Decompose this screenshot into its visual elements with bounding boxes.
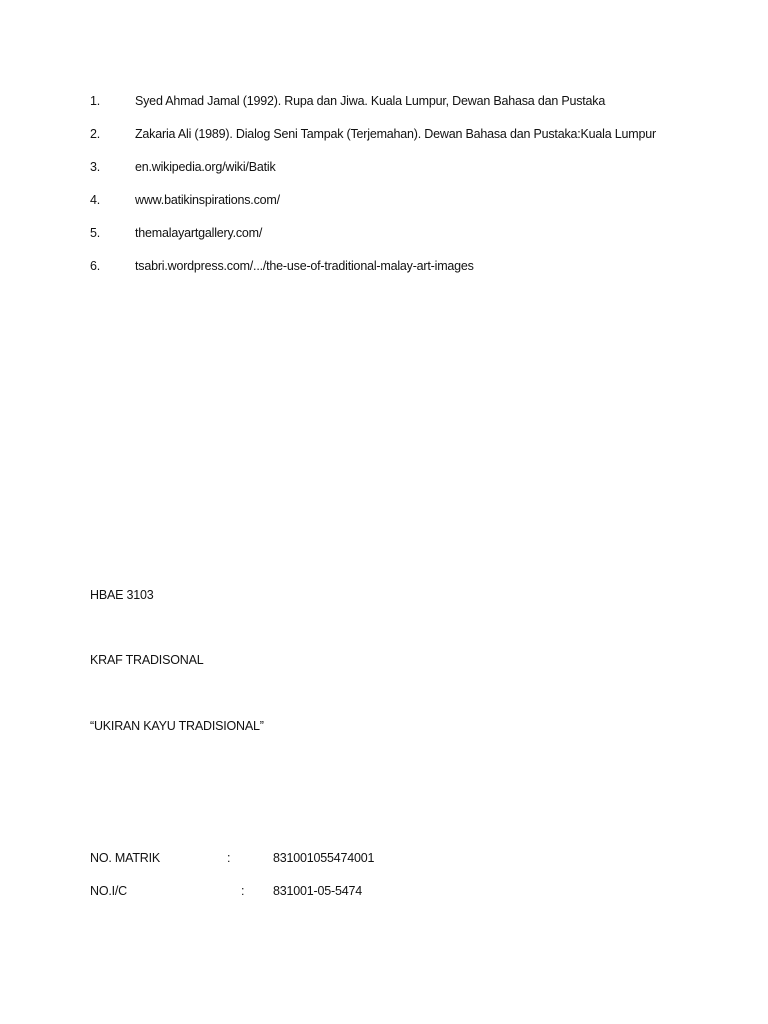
matrik-value: 831001055474001 <box>273 851 375 865</box>
reference-item <box>0 190 768 210</box>
reference-text: themalayartgallery.com/ <box>135 226 263 240</box>
reference-item <box>0 256 768 276</box>
reference-text: en.wikipedia.org/wiki/Batik <box>135 160 276 174</box>
reference-text: tsabri.wordpress.com/.../the-use-of-traditional-malay-art-images <box>135 259 474 273</box>
reference-number: 3. <box>90 160 101 174</box>
ic-label: NO.I/C <box>90 884 127 898</box>
reference-item <box>0 91 768 111</box>
reference-text: Zakaria Ali (1989). Dialog Seni Tampak (Terjemahan). Dewan Bahasa dan Pustaka:Kuala Lumpur <box>135 127 656 141</box>
reference-number: 5. <box>90 226 101 240</box>
reference-item <box>0 157 768 177</box>
reference-text: www.batikinspirations.com/ <box>135 193 280 207</box>
reference-item <box>0 223 768 243</box>
ic-colon: : <box>241 884 245 898</box>
course-name: KRAF TRADISONAL <box>90 653 204 667</box>
matrik-label: NO. MATRIK <box>90 851 160 865</box>
reference-number: 6. <box>90 259 101 273</box>
reference-text: Syed Ahmad Jamal (1992). Rupa dan Jiwa. Kuala Lumpur, Dewan Bahasa dan Pustaka <box>135 94 606 108</box>
ic-value: 831001-05-5474 <box>273 884 362 898</box>
matrik-colon: : <box>227 851 231 865</box>
course-code: HBAE 3103 <box>90 588 154 602</box>
reference-number: 1. <box>90 94 101 108</box>
reference-number: 4. <box>90 193 101 207</box>
reference-number: 2. <box>90 127 101 141</box>
reference-item <box>0 124 768 144</box>
assignment-title: “UKIRAN KAYU TRADISIONAL” <box>90 719 264 733</box>
